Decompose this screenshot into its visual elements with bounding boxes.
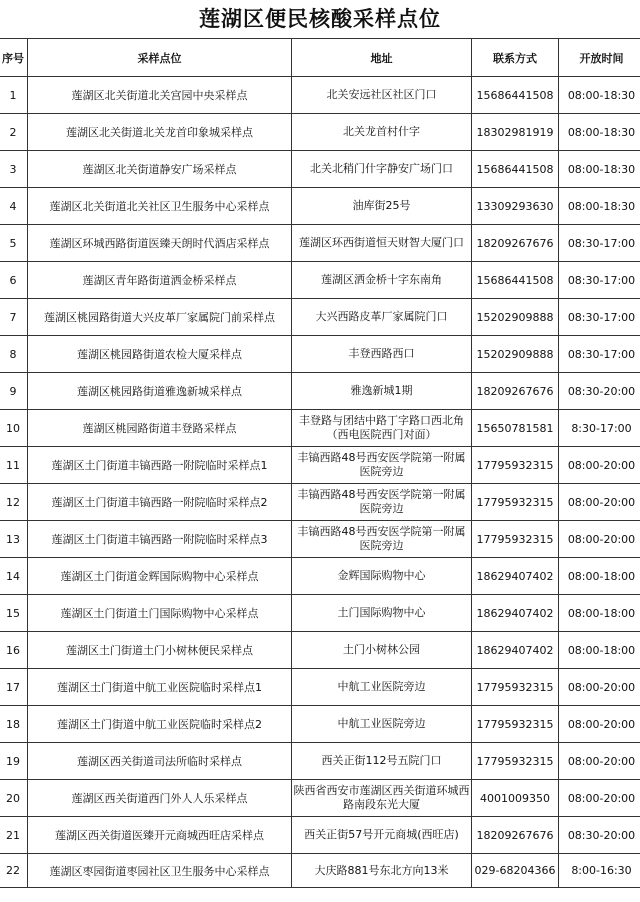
row-number: 7 [0, 299, 28, 336]
table-row [0, 188, 640, 225]
row-hours: 08:00-18:30 [559, 151, 640, 188]
table-row [0, 558, 640, 595]
row-number: 8 [0, 336, 28, 373]
header-phone: 联系方式 [472, 39, 559, 77]
row-phone: 17795932315 [472, 521, 559, 558]
row-site: 莲湖区北关街道北关社区卫生服务中心采样点 [28, 188, 292, 225]
row-number: 1 [0, 77, 28, 114]
table-row [0, 262, 640, 299]
table-header-row [0, 39, 640, 77]
row-number: 6 [0, 262, 28, 299]
row-number: 4 [0, 188, 28, 225]
table-row [0, 854, 640, 888]
row-hours: 08:00-20:00 [559, 706, 640, 743]
table-row [0, 743, 640, 780]
row-number: 10 [0, 410, 28, 447]
table-row [0, 336, 640, 373]
row-address: 丰镐西路48号西安医学院第一附属医院旁边 [292, 521, 472, 558]
row-number: 9 [0, 373, 28, 410]
row-phone: 17795932315 [472, 743, 559, 780]
row-hours: 08:00-20:00 [559, 447, 640, 484]
row-site: 莲湖区桃园路街道雅逸新城采样点 [28, 373, 292, 410]
table-row [0, 817, 640, 854]
row-address: 莲湖区环西街道恒天财智大厦门口 [292, 225, 472, 262]
row-address: 大兴西路皮革厂家属院门口 [292, 299, 472, 336]
row-hours: 08:00-18:30 [559, 77, 640, 114]
row-phone: 17795932315 [472, 484, 559, 521]
row-phone: 15650781581 [472, 410, 559, 447]
table-row [0, 780, 640, 817]
row-phone: 15202909888 [472, 299, 559, 336]
row-phone: 17795932315 [472, 447, 559, 484]
table-row [0, 521, 640, 558]
row-hours: 08:30-17:00 [559, 299, 640, 336]
row-address: 丰登路与团结中路丁字路口西北角（西电医院西门对面） [292, 410, 472, 447]
row-address: 丰登西路西口 [292, 336, 472, 373]
row-phone: 029-68204366 [472, 854, 559, 888]
row-hours: 08:30-20:00 [559, 817, 640, 854]
table-row [0, 706, 640, 743]
row-site: 莲湖区西关街道西门外人人乐采样点 [28, 780, 292, 817]
row-hours: 08:00-20:00 [559, 484, 640, 521]
row-phone: 18629407402 [472, 632, 559, 669]
row-address: 北关安远社区社区门口 [292, 77, 472, 114]
row-site: 莲湖区西关街道医臻开元商城西旺店采样点 [28, 817, 292, 854]
row-site: 莲湖区土门街道土门国际购物中心采样点 [28, 595, 292, 632]
row-site: 莲湖区土门街道丰镐西路一附院临时采样点3 [28, 521, 292, 558]
row-site: 莲湖区土门街道丰镐西路一附院临时采样点1 [28, 447, 292, 484]
row-address: 中航工业医院旁边 [292, 669, 472, 706]
row-number: 12 [0, 484, 28, 521]
row-address: 丰镐西路48号西安医学院第一附属医院旁边 [292, 447, 472, 484]
row-phone: 18209267676 [472, 817, 559, 854]
row-site: 莲湖区环城西路街道医臻天朗时代酒店采样点 [28, 225, 292, 262]
row-number: 22 [0, 854, 28, 888]
row-phone: 15202909888 [472, 336, 559, 373]
row-site: 莲湖区土门街道土门小树林便民采样点 [28, 632, 292, 669]
row-address: 金辉国际购物中心 [292, 558, 472, 595]
table-row [0, 373, 640, 410]
header-site: 采样点位 [28, 39, 292, 77]
row-site: 莲湖区西关街道司法所临时采样点 [28, 743, 292, 780]
row-hours: 8:30-17:00 [559, 410, 640, 447]
table-row [0, 632, 640, 669]
table-row [0, 669, 640, 706]
table-row [0, 299, 640, 336]
row-site: 莲湖区土门街道金辉国际购物中心采样点 [28, 558, 292, 595]
row-phone: 4001009350 [472, 780, 559, 817]
row-site: 莲湖区桃园路街道丰登路采样点 [28, 410, 292, 447]
row-site: 莲湖区桃园路街道农检大厦采样点 [28, 336, 292, 373]
row-address: 西关正街112号五院门口 [292, 743, 472, 780]
row-address: 大庆路881号东北方向13米 [292, 854, 472, 888]
row-hours: 08:00-18:00 [559, 595, 640, 632]
row-number: 13 [0, 521, 28, 558]
row-hours: 08:00-18:30 [559, 188, 640, 225]
row-number: 21 [0, 817, 28, 854]
sampling-sites-table [0, 38, 640, 888]
row-hours: 8:00-16:30 [559, 854, 640, 888]
row-hours: 08:00-20:00 [559, 521, 640, 558]
row-hours: 08:00-18:00 [559, 632, 640, 669]
row-hours: 08:00-20:00 [559, 743, 640, 780]
row-phone: 18302981919 [472, 114, 559, 151]
row-address: 莲湖区洒金桥十字东南角 [292, 262, 472, 299]
table-body [0, 77, 640, 888]
header-hours: 开放时间 [559, 39, 640, 77]
row-hours: 08:30-20:00 [559, 373, 640, 410]
row-hours: 08:00-20:00 [559, 669, 640, 706]
table-row [0, 484, 640, 521]
row-address: 油库街25号 [292, 188, 472, 225]
row-phone: 18209267676 [472, 373, 559, 410]
row-address: 土门小树林公园 [292, 632, 472, 669]
row-number: 15 [0, 595, 28, 632]
row-address: 雅逸新城1期 [292, 373, 472, 410]
row-address: 中航工业医院旁边 [292, 706, 472, 743]
row-phone: 15686441508 [472, 262, 559, 299]
row-number: 17 [0, 669, 28, 706]
row-number: 3 [0, 151, 28, 188]
row-number: 11 [0, 447, 28, 484]
page-title: 莲湖区便民核酸采样点位 [199, 7, 441, 31]
table-row [0, 151, 640, 188]
table-row [0, 447, 640, 484]
table-row [0, 595, 640, 632]
row-site: 莲湖区土门街道中航工业医院临时采样点1 [28, 669, 292, 706]
row-address: 北关龙首村什字 [292, 114, 472, 151]
row-address: 丰镐西路48号西安医学院第一附属医院旁边 [292, 484, 472, 521]
table-row [0, 225, 640, 262]
row-address: 西关正街57号开元商城(西旺店) [292, 817, 472, 854]
row-site: 莲湖区土门街道中航工业医院临时采样点2 [28, 706, 292, 743]
row-number: 16 [0, 632, 28, 669]
row-phone: 13309293630 [472, 188, 559, 225]
row-hours: 08:30-17:00 [559, 336, 640, 373]
row-number: 18 [0, 706, 28, 743]
row-hours: 08:00-20:00 [559, 780, 640, 817]
row-hours: 08:30-17:00 [559, 225, 640, 262]
table-row [0, 114, 640, 151]
row-address: 北关北稍门什字静安广场门口 [292, 151, 472, 188]
row-site: 莲湖区北关街道北关宫园中央采样点 [28, 77, 292, 114]
row-number: 14 [0, 558, 28, 595]
row-site: 莲湖区北关街道北关龙首印象城采样点 [28, 114, 292, 151]
row-phone: 17795932315 [472, 669, 559, 706]
row-number: 2 [0, 114, 28, 151]
table-row [0, 77, 640, 114]
row-hours: 08:00-18:30 [559, 114, 640, 151]
header-no: 序号 [0, 39, 28, 77]
row-site: 莲湖区土门街道丰镐西路一附院临时采样点2 [28, 484, 292, 521]
row-site: 莲湖区枣园街道枣园社区卫生服务中心采样点 [28, 854, 292, 888]
header-address: 地址 [292, 39, 472, 77]
row-hours: 08:00-18:00 [559, 558, 640, 595]
row-hours: 08:30-17:00 [559, 262, 640, 299]
table-row [0, 410, 640, 447]
row-site: 莲湖区北关街道静安广场采样点 [28, 151, 292, 188]
row-phone: 17795932315 [472, 706, 559, 743]
row-number: 5 [0, 225, 28, 262]
row-phone: 15686441508 [472, 151, 559, 188]
row-address: 陕西省西安市莲湖区西关街道环城西路南段东光大厦 [292, 780, 472, 817]
row-phone: 18629407402 [472, 558, 559, 595]
row-site: 莲湖区桃园路街道大兴皮革厂家属院门前采样点 [28, 299, 292, 336]
row-phone: 18209267676 [472, 225, 559, 262]
row-phone: 15686441508 [472, 77, 559, 114]
row-number: 20 [0, 780, 28, 817]
row-address: 土门国际购物中心 [292, 595, 472, 632]
row-phone: 18629407402 [472, 595, 559, 632]
row-number: 19 [0, 743, 28, 780]
row-site: 莲湖区青年路街道洒金桥采样点 [28, 262, 292, 299]
